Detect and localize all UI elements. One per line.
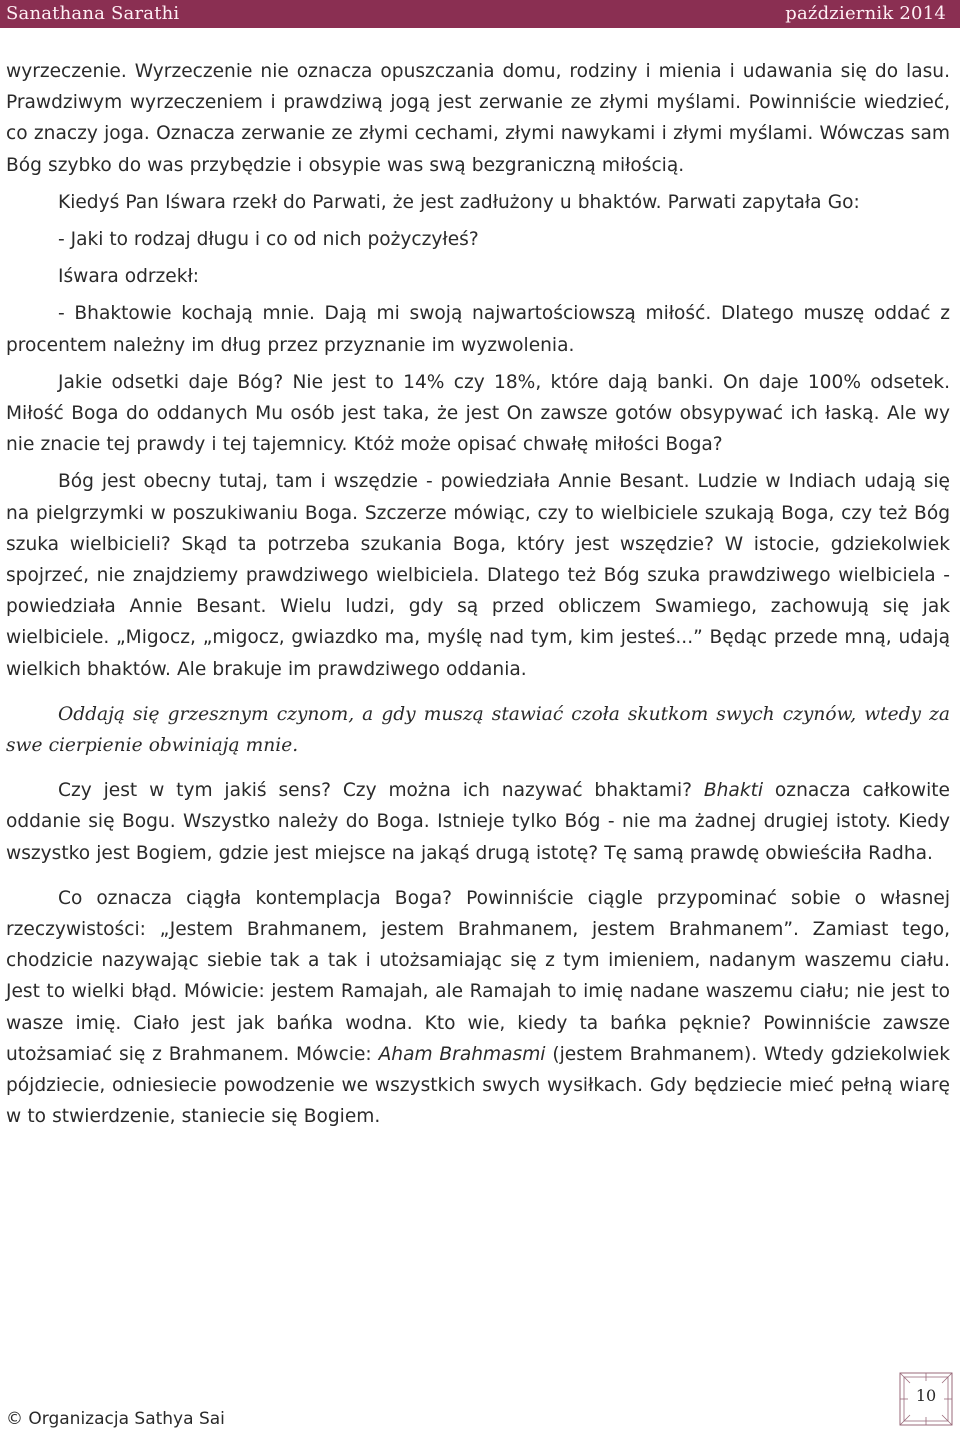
- paragraph-bhakti-part-1: Czy jest w tym jakiś sens? Czy można ich nazywać bhaktami?: [58, 780, 704, 802]
- paragraph-bhakti-part-2: oznacza całkowite oddanie się Bogu. Wszystko należy do Boga. Istnieje tylko Bóg - nie ma żadnej drugiej istoty. Kiedy wszystko jest Bogiem, gdzie jest miejsce na jakąś drugą istotę? Tę samą prawdę obwieściła Radha.: [6, 780, 950, 864]
- paragraph-brahman-part-1: Co oznacza ciągła kontemplacja Boga? Powinniście ciągle przypominać sobie o własnej rzeczywistości: „Jestem Brahmanem, jestem Brahmanem, jestem Brahmanem”. Zamiast tego, chodzicie nazywając siebie tak a tak i utożsamiając się z tym imieniem, nadanym waszemu ciału. Jest to wielki błąd. Mówicie: jestem Ramajah, ale Ramajah to imię nadane waszemu ciału; nie jest to wasze imię. Ciało jest jak bańka wodna. Kto wie, kiedy ta bańka pęknie? Powinniście zawsze utożsamiać się z Brahmanem. Mówcie:: [6, 887, 950, 1065]
- page-number: 10: [915, 1386, 937, 1405]
- issue-date: październik 2014: [785, 3, 946, 24]
- footer-copyright: © Organizacja Sathya Sai: [6, 1409, 225, 1429]
- paragraph-brahman-part-2: (jestem Brahmanem). Wtedy gdziekolwiek pójdziecie, odniesiecie powodzenie we wszystkich swych wysiłkach. Gdy będziecie mieć pełną wiarę w to stwierdzenie, staniecie się Bogiem.: [6, 1043, 950, 1128]
- paragraph-bhakti: [6, 775, 950, 869]
- dialog-speaker: Iśwara odrzekł:: [58, 266, 200, 288]
- paragraph-2: Kiedyś Pan Iśwara rzekł do Parwati, że jest zadłużony u bhaktów. Parwati zapytała Go:: [58, 191, 860, 213]
- paragraph-interest: Jakie odsetki daje Bóg? Nie jest to 14% czy 18%, które dają banki. On daje 100% odsetek. Miłość Boga do oddanych Mu osób jest taka, że jest On zawsze gotów obsypywać ich łaską. Ale wy nie znacie tej prawdy i tej tajemnicy. Któż może opisać chwałę miłości Boga?: [6, 371, 950, 456]
- paragraph-brahman: [6, 883, 950, 1133]
- page-header: [0, 0, 960, 28]
- article-body: [6, 56, 950, 1139]
- publication-title: Sanathana Sarathi: [6, 3, 180, 24]
- paragraph-1: wyrzeczenie. Wyrzeczenie nie oznacza opuszczania domu, rodziny i mienia i udawania się do lasu. Prawdziwym wyrzeczeniem i prawdziwą jogą jest zerwanie ze złymi myślami. Powinniście wiedzieć, co znaczy joga. Oznacza zerwanie ze złymi cechami, złymi nawykami i złymi myślami. Wówczas sam Bóg szybko do was przybędzie i obsypie was swą bezgraniczną miłością.: [6, 61, 950, 176]
- bhakti-term: Bhakti: [703, 780, 764, 802]
- aham-brahmasmi-term: Aham Brahmasmi: [378, 1043, 546, 1065]
- italic-quote-paragraph: Oddają się grzesznym czynom, a gdy muszą stawiać czoła skutkom swych czynów, wtedy za swe cierpienie obwiniają mnie.: [6, 703, 950, 757]
- dialog-answer: - Bhaktowie kochają mnie. Dają mi swoją najwartościowszą miłość. Dlatego muszę oddać z procentem należny im dług przez przyznanie im wyzwolenia.: [6, 303, 950, 356]
- paragraph-annie-besant: Bóg jest obecny tutaj, tam i wszędzie - powiedziała Annie Besant. Ludzie w Indiach udają się na pielgrzymki w poszukiwaniu Boga. Szczerze mówiąc, czy to wielbiciele szukają Boga, czy też Bóg szuka wielbicieli? Skąd ta potrzeba szukania Boga, który jest wszędzie? W istocie, gdziekolwiek spojrzeć, nie znajdziemy prawdziwego wielbiciela. Dlatego też Bóg szuka prawdziwego wielbiciela - powiedziała Annie Besant. Wielu ludzi, gdy są przed obliczem Swamiego, zachowują się jak wielbiciele. „Migocz, „migocz, gwiazdko ma, myślę nad tym, kim jesteś...” Będąc przede mną, udają wielkich bhaktów. Ale brakuje im prawdziwego oddania.: [6, 471, 950, 680]
- dialog-question: - Jaki to rodzaj długu i co od nich pożyczyłeś?: [58, 229, 479, 251]
